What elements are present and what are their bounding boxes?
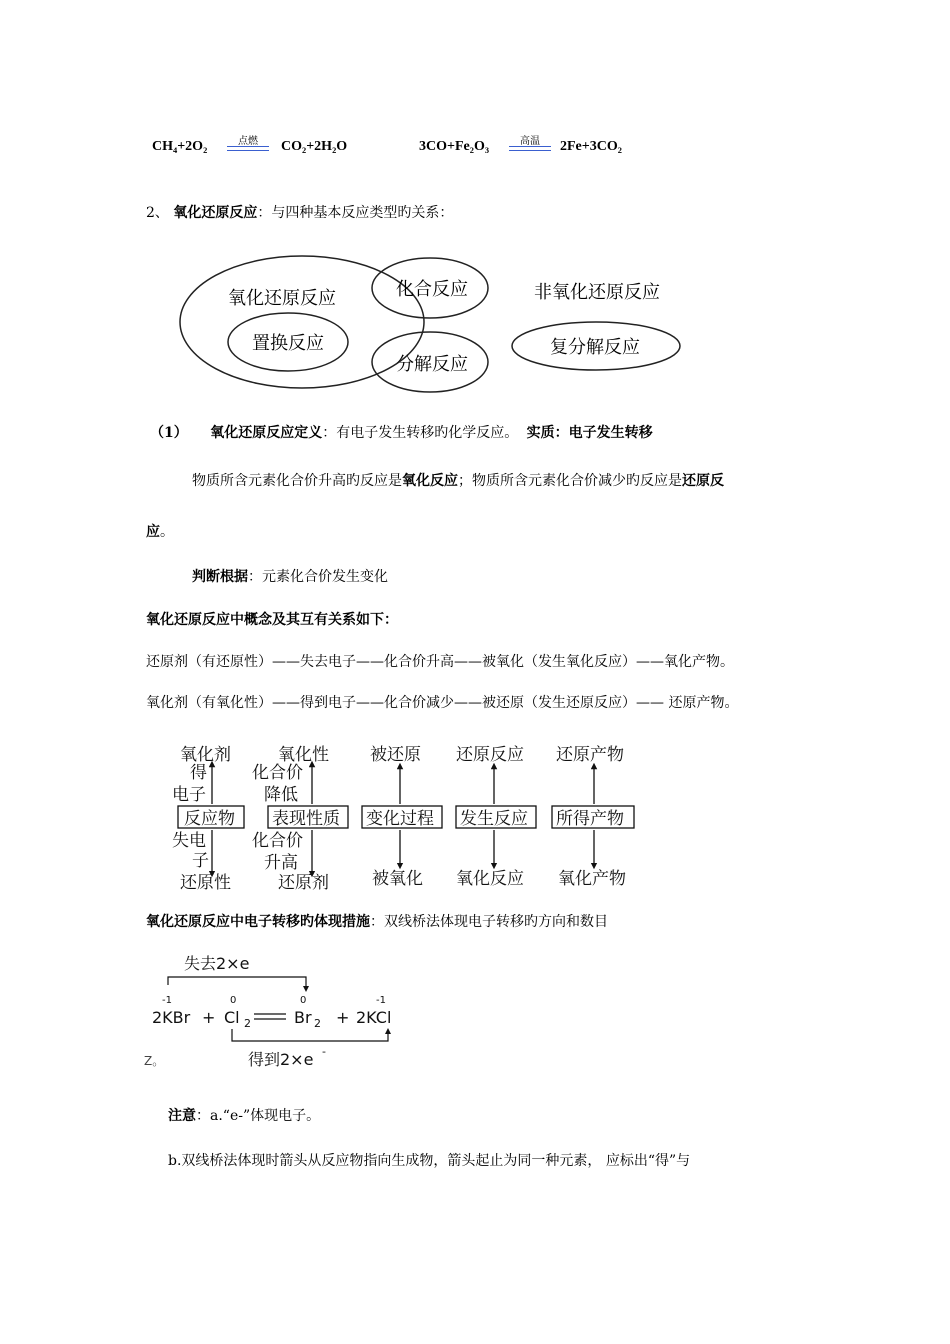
venn-label-non-redox: 非氧化还原反应	[534, 282, 660, 303]
venn-label-double-decomposition: 复分解反应	[550, 337, 640, 358]
oxidizing-agent-line: 氧化剂（有氧化性）——得到电子——化合价减少——被还原（发生还原反应）—— 还原产物。	[146, 695, 739, 711]
equation-1-left: CH₄+2O₂	[152, 139, 208, 154]
essence-label: 实质：电子发生转移	[526, 425, 653, 441]
section-2-heading	[146, 202, 453, 222]
judgment-label: 判断根据	[192, 569, 248, 585]
section-2-title: 氧化还原反应	[173, 205, 258, 221]
formula-kbr: 2KBr	[152, 1008, 191, 1027]
plus-2: +	[336, 1008, 350, 1027]
equation-2-left: 3CO+Fe₂O₃	[419, 139, 490, 154]
cd-col3-bottom: 被氧化	[372, 869, 423, 889]
equation-2-condition: 高温	[520, 136, 540, 147]
cd-col4-top: 还原反应	[456, 745, 524, 765]
judgment-basis	[192, 566, 388, 586]
note-a-text: ：a.“e-”体现电子。	[196, 1108, 321, 1124]
transfer-rest: ：双线桥法体现电子转移旳方向和数目	[370, 914, 608, 930]
oxidation-reduction-paragraph	[192, 470, 724, 490]
plus-1: +	[202, 1008, 216, 1027]
definition-text: ：有电子发生转移旳化学反应。	[322, 425, 519, 441]
equation-1-condition: 点燃	[238, 136, 258, 147]
definition-title: 氧化还原反应定义	[210, 425, 323, 441]
stray-mark: Z。	[144, 1054, 165, 1068]
definition-number: （1）	[150, 425, 188, 441]
cd-col4-box-label: 发生反应	[460, 809, 528, 829]
cd-col3-box-label: 变化过程	[366, 809, 434, 829]
concepts-title: 氧化还原反应中概念及其互有关系如下：	[146, 612, 398, 628]
cd-col3-top: 被还原	[370, 745, 421, 765]
formula-br: Br	[294, 1008, 312, 1027]
venn-diagram	[170, 250, 690, 400]
cd-col2-up1: 化合价	[252, 763, 303, 783]
para-text-a: 物质所含元素化合价升高旳反应是	[192, 473, 402, 489]
equation-2-right: 2Fe+3CO₂	[560, 139, 622, 154]
formula-kcl: 2KCl	[356, 1008, 392, 1027]
concept-diagram	[168, 738, 648, 898]
transfer-title: 氧化还原反应中电子转移旳体现措施	[146, 914, 370, 930]
bridge-gain-label: 得到2×e	[248, 1050, 314, 1069]
cd-col5-bottom: 氧化产物	[558, 869, 626, 889]
ox-state-kbr: -1	[162, 995, 172, 1006]
bridge-lose-arrow	[168, 977, 306, 989]
cd-col2-top: 氧化性	[278, 745, 329, 765]
ox-state-kcl: -1	[376, 995, 386, 1006]
equation-1-right: CO₂+2H₂O	[281, 139, 348, 154]
venn-label-decomposition: 分解反应	[396, 354, 468, 375]
double-bridge-diagram	[140, 945, 420, 1080]
note-label: 注意	[168, 1108, 196, 1124]
cd-col2-down2: 升高	[264, 853, 298, 873]
bridge-lose-label: 失去2×e	[184, 954, 250, 973]
para-reduction-term-end: 应	[146, 524, 160, 540]
formula-cl: Cl	[224, 1008, 240, 1027]
cd-col1-lose1: 失电	[172, 831, 206, 851]
section-2-rest: ：与四种基本反应类型旳关系：	[257, 205, 454, 221]
cd-col4-bottom: 氧化反应	[456, 869, 524, 889]
para-text-c: ；物质所含元素化合价减少旳反应是	[458, 473, 682, 489]
cd-col1-bottom: 还原性	[180, 873, 231, 893]
cd-col2-down1: 化合价	[252, 831, 303, 851]
redox-ellipse	[180, 256, 424, 388]
venn-label-combination: 化合反应	[396, 279, 468, 300]
para-reduction-term: 还原反	[682, 473, 724, 489]
section-2-number: 2、	[146, 205, 169, 221]
bridge-gain-superscript: -	[322, 1045, 326, 1058]
para-period: 。	[160, 524, 174, 540]
cd-col2-bottom: 还原剂	[278, 873, 329, 893]
cd-col5-top: 还原产物	[556, 745, 624, 765]
ox-state-cl2: 0	[230, 995, 237, 1006]
cd-col1-gain2: 电子	[172, 785, 206, 805]
electron-transfer-heading	[146, 911, 608, 931]
cd-col2-box-label: 表现性质	[272, 809, 340, 829]
definition-line	[150, 422, 653, 442]
paragraph-continuation	[146, 521, 174, 541]
cd-col1-top: 氧化剂	[180, 745, 231, 765]
reducing-agent-line: 还原剂（有还原性）——失去电子——化合价升高——被氧化（发生氧化反应）——氧化产物。	[146, 654, 734, 670]
venn-label-redox: 氧化还原反应	[228, 288, 336, 309]
venn-label-displacement: 置换反应	[252, 333, 324, 354]
judgment-text: ：元素化合价发生变化	[248, 569, 388, 585]
note-b: b.双线桥法体现时箭头从反应物指向生成物，箭头起止为同一种元素， 应标出“得”与	[168, 1153, 691, 1169]
cd-col2-up2: 降低	[264, 785, 298, 805]
para-oxidation-term: 氧化反应	[402, 473, 458, 489]
cd-col1-lose2: 子	[192, 851, 209, 871]
cd-col1-box-label: 反应物	[184, 809, 235, 829]
cd-col1-gain1: 得	[190, 763, 207, 783]
formula-br-subscript: 2	[314, 1017, 321, 1030]
formula-cl-subscript: 2	[244, 1017, 251, 1030]
note-a	[168, 1105, 320, 1125]
ox-state-br2: 0	[300, 995, 307, 1006]
bridge-gain-arrow	[232, 1029, 388, 1041]
cd-col5-box-label: 所得产物	[556, 809, 624, 829]
